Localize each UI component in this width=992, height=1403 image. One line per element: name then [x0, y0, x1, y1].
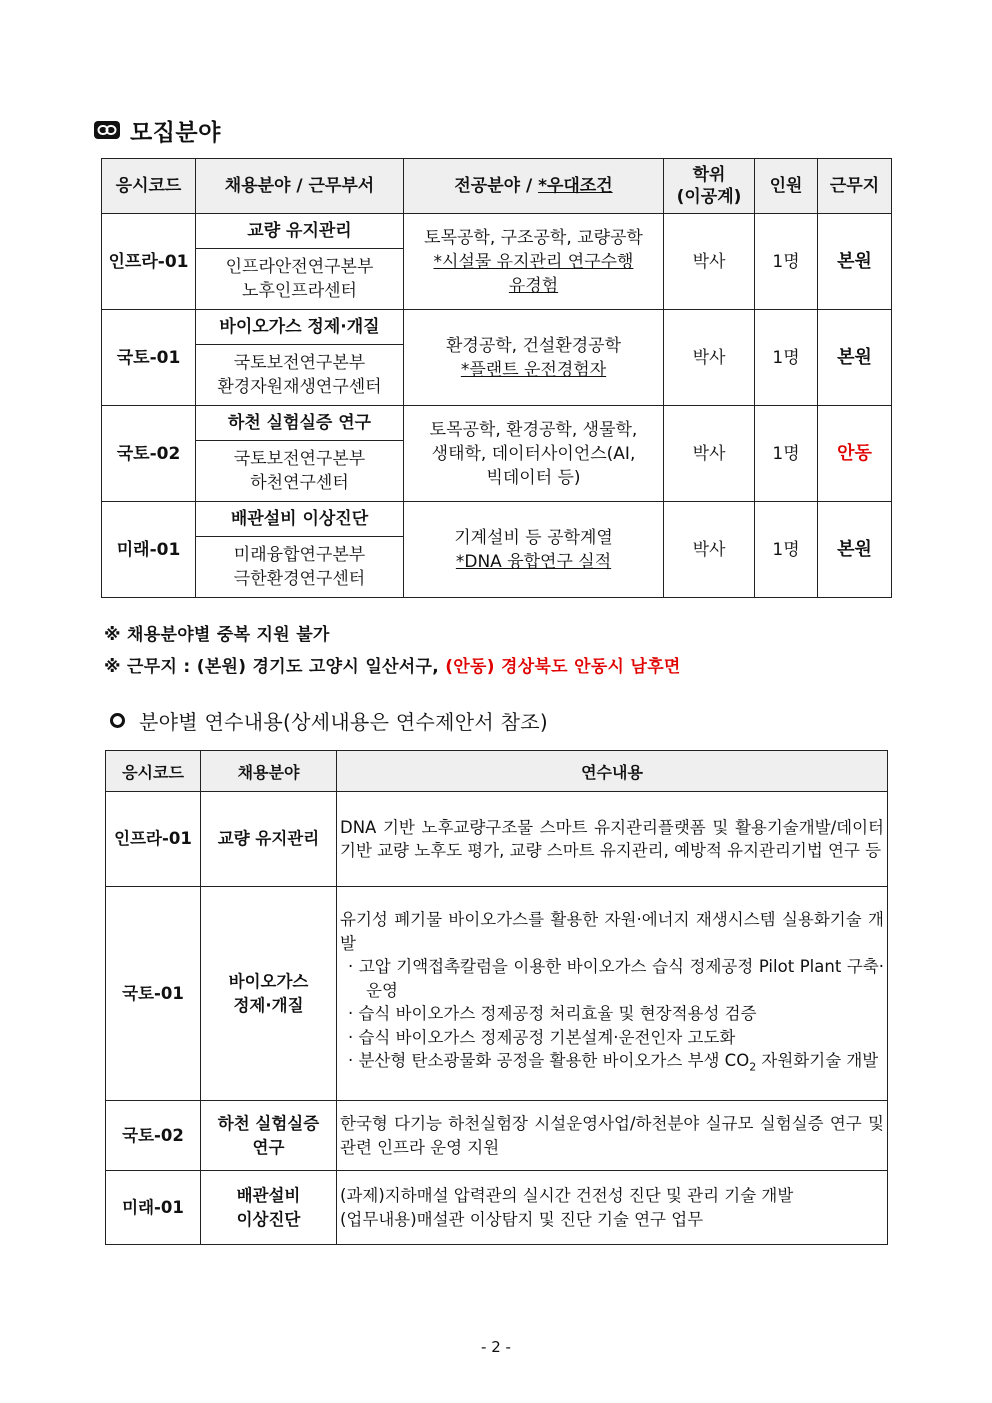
- table-row: [106, 792, 888, 887]
- header-degree: 학위 (이공계): [664, 159, 755, 214]
- list-item: · 고압 기액접촉칼럼을 이용한 바이오가스 습식 정제공정 Pilot Plant 구축·운영: [348, 957, 884, 1000]
- recruit-table: [101, 158, 892, 598]
- degree-cell: 박사: [664, 310, 755, 406]
- table-row: [106, 1101, 888, 1171]
- table-row: [102, 406, 892, 441]
- degree-cell: 박사: [664, 214, 755, 310]
- page-number: - 2 -: [481, 1338, 511, 1356]
- list-item: · 습식 바이오가스 정제공정 처리효율 및 현장적용성 검증: [348, 1004, 757, 1024]
- header-code: 응시코드: [102, 159, 196, 214]
- code-cell: 미래-01: [102, 502, 196, 598]
- header-code: 응시코드: [106, 751, 201, 792]
- content-cell: 한국형 다기능 하천실험장 시설운영사업/하천분야 실규모 실험실증 연구 및 관련 인프라 운영 지원: [337, 1101, 888, 1171]
- field-cell: 바이오가스 정제·개질: [196, 310, 404, 345]
- field-cell: 배관설비 이상진단: [196, 502, 404, 537]
- section-title: 모집분야: [130, 119, 221, 146]
- header-field: 채용분야 / 근무부서: [196, 159, 404, 214]
- degree-cell: 박사: [664, 406, 755, 502]
- location-cell: 안동: [818, 406, 892, 502]
- table-header-row: [106, 751, 888, 792]
- section-header: [94, 113, 221, 147]
- code-cell: 국토-01: [106, 887, 201, 1101]
- list-item: · 분산형 탄소광물화 공정을 활용한 바이오가스 부생 $CO_2$ 자원화기술 개발: [348, 1051, 879, 1074]
- field-cell: 교량 유지관리: [201, 792, 337, 887]
- table-row: [102, 310, 892, 345]
- count-cell: 1명: [755, 310, 818, 406]
- dept-cell: 국토보전연구본부 하천연구센터: [196, 441, 404, 502]
- training-title: 분야별 연수내용(상세내용은 연수제안서 참조): [139, 710, 548, 734]
- link-icon: [94, 121, 120, 139]
- degree-cell: 박사: [664, 502, 755, 598]
- dept-cell: 미래융합연구본부 극한환경연구센터: [196, 537, 404, 598]
- table-row: [102, 502, 892, 537]
- table-row: [106, 887, 888, 1101]
- training-table: [105, 750, 888, 1245]
- note-location: ※ 근무지 : (본원) 경기도 고양시 일산서구, (안동) 경상북도 안동시 남후면: [104, 657, 681, 677]
- training-header: [110, 706, 548, 735]
- table-row: [102, 214, 892, 249]
- code-cell: 국토-01: [102, 310, 196, 406]
- location-cell: 본원: [818, 214, 892, 310]
- field-cell: 하천 실험실증 연구: [196, 406, 404, 441]
- circle-bullet-icon: [110, 713, 125, 728]
- major-cell: 토목공학, 환경공학, 생물학, 생태학, 데이터사이언스(AI, 빅데이터 등): [404, 406, 664, 502]
- code-cell: 국토-02: [102, 406, 196, 502]
- field-cell: 하천 실험실증 연구: [201, 1101, 337, 1171]
- count-cell: 1명: [755, 214, 818, 310]
- header-count: 인원: [755, 159, 818, 214]
- count-cell: 1명: [755, 502, 818, 598]
- major-cell: 토목공학, 구조공학, 교량공학 *시설물 유지관리 연구수행 유경험: [404, 214, 664, 310]
- content-cell: DNA 기반 노후교량구조물 스마트 유지관리플랫폼 및 활용기술개발/데이터 기반 교량 노후도 평가, 교량 스마트 유지관리, 예방적 유지관리기법 연구 등: [337, 792, 888, 887]
- header-location: 근무지: [818, 159, 892, 214]
- header-field: 채용분야: [201, 751, 337, 792]
- header-content: 연수내용: [337, 751, 888, 792]
- major-cell: 기계설비 등 공학계열 *DNA 융합연구 실적: [404, 502, 664, 598]
- header-major: 전공분야 / *우대조건: [404, 159, 664, 214]
- dept-cell: 국토보전연구본부 환경자원재생연구센터: [196, 345, 404, 406]
- note-no-duplicate: ※ 채용분야별 중복 지원 불가: [104, 625, 330, 645]
- content-cell: (과제)지하매설 압력관의 실시간 건전성 진단 및 관리 기술 개발 (업무내용)매설관 이상탐지 및 진단 기술 연구 업무: [337, 1171, 888, 1245]
- major-cell: 환경공학, 건설환경공학 *플랜트 운전경험자: [404, 310, 664, 406]
- code-cell: 인프라-01: [106, 792, 201, 887]
- field-cell: 교량 유지관리: [196, 214, 404, 249]
- location-cell: 본원: [818, 310, 892, 406]
- location-cell: 본원: [818, 502, 892, 598]
- list-item: · 습식 바이오가스 정제공정 기본설계·운전인자 고도화: [348, 1027, 736, 1047]
- content-cell: 유기성 폐기물 바이오가스를 활용한 자원·에너지 재생시스템 실용화기술 개발 · 고압 기액접촉칼럼을 이용한 바이오가스 습식 정제공정 Pilot Plant 구축·운영 · 습식 바이오가스 정제공정 처리효율 및 현장적용성 검증 · 습식 바이오가스 정제공정 기본설계·운전인자 고도화 · 분산형 탄소광물화 공정을 활용한 바이오가스 부생 $CO_2$ 자원화기술 개발: [337, 887, 888, 1101]
- count-cell: 1명: [755, 406, 818, 502]
- table-header-row: [102, 159, 892, 214]
- table-row: [106, 1171, 888, 1245]
- code-cell: 국토-02: [106, 1101, 201, 1171]
- dept-cell: 인프라안전연구본부 노후인프라센터: [196, 249, 404, 310]
- code-cell: 인프라-01: [102, 214, 196, 310]
- code-cell: 미래-01: [106, 1171, 201, 1245]
- field-cell: 배관설비 이상진단: [201, 1171, 337, 1245]
- field-cell: 바이오가스 정제·개질: [201, 887, 337, 1101]
